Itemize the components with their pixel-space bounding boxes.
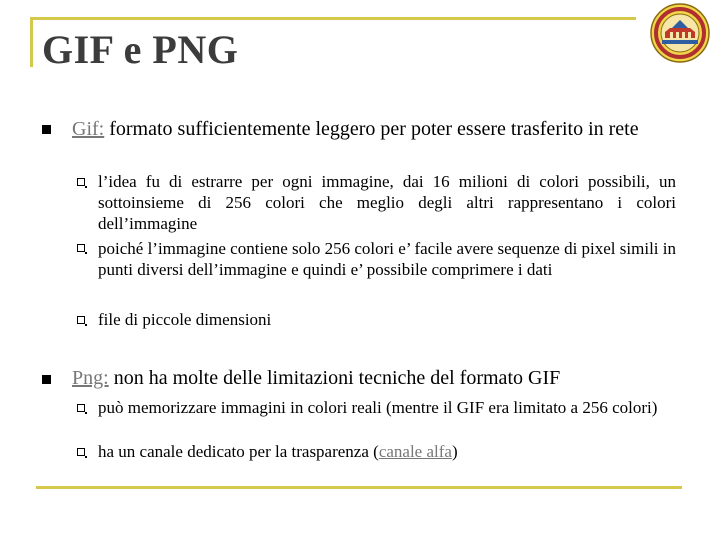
png-term: Png: bbox=[72, 367, 109, 389]
sub-bullet-marker bbox=[77, 244, 85, 252]
gif-term: Gif: bbox=[72, 118, 105, 140]
bullet-marker bbox=[42, 125, 51, 134]
gif-point-2: poiché l’immagine contiene solo 256 colori e’ facile avere sequenze di pixel simili in punti diversi dell’immagine e quindi e’ possibile comprimere i dati bbox=[98, 239, 676, 279]
gif-point-1: l’idea fu di estrarre per ogni immagine, dai 16 milioni di colori possibili, un sottoinsieme di 256 colori che meglio degli altri rappresentano i colori dell’immagine bbox=[98, 172, 676, 233]
gif-text: formato sufficientemente leggero per poter essere trasferito in rete bbox=[104, 118, 639, 140]
bottom-rule bbox=[36, 486, 682, 489]
png-point-1: può memorizzare immagini in colori reali (mentre il GIF era limitato a 256 colori) bbox=[98, 398, 658, 417]
png-point-2 bbox=[98, 441, 678, 462]
sub-bullet-marker bbox=[77, 316, 85, 324]
png-point-2-before: ha un canale dedicato per la trasparenza ( bbox=[98, 442, 379, 461]
sub-bullet-marker bbox=[77, 404, 85, 412]
title-frame-top bbox=[30, 17, 636, 20]
png-text: non ha molte delle limitazioni tecniche del formato GIF bbox=[108, 367, 561, 389]
gif-point-3: file di piccole dimensioni bbox=[98, 310, 272, 329]
title-frame-left bbox=[30, 17, 33, 67]
sub-bullet-marker bbox=[77, 448, 85, 456]
canale-alfa-link[interactable]: canale alfa bbox=[378, 442, 452, 461]
png-point-2-after: ) bbox=[451, 442, 458, 461]
png-item bbox=[72, 366, 682, 390]
sub-bullet-marker bbox=[77, 178, 85, 186]
bullet-marker bbox=[42, 375, 51, 384]
university-seal-icon bbox=[648, 2, 712, 64]
slide-title: GIF e PNG bbox=[42, 27, 239, 72]
gif-item bbox=[72, 117, 676, 141]
